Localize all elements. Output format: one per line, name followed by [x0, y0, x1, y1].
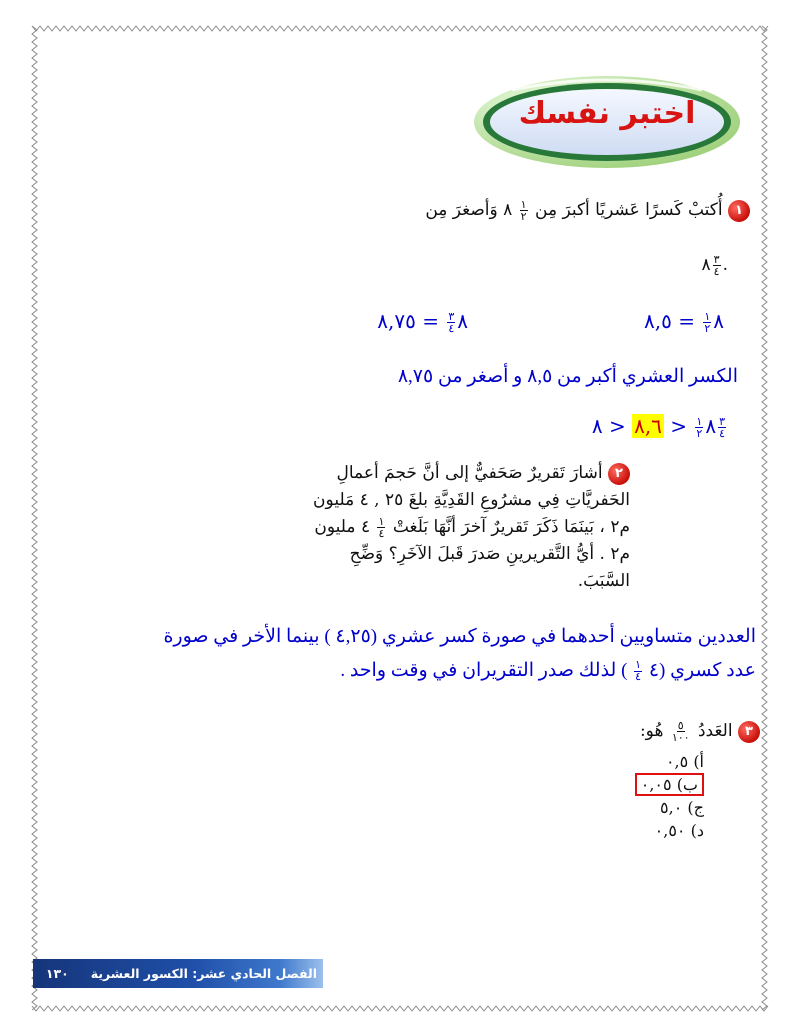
q1-line2-fraction — [713, 254, 721, 277]
footer-chapter: الفصل الحادي عشر: الكسور العشرية — [90, 966, 317, 981]
q2-answer-line2 — [76, 654, 756, 688]
q2-answer-line1: العددين متساويين أحدهما في صورة كسر عشري (٤,٢٥ ) بينما الأخر في صورة — [163, 626, 756, 647]
q1-line2 — [528, 252, 728, 279]
option-value: ٥,٠ — [660, 798, 683, 817]
q2-text: م٢ ، بَينَمَا ذَكَرَ تَقريرٌ آخرَ أنَّهَا بَلَغتْ — [392, 517, 630, 537]
q2-answer-text: عدد كسري ( — [659, 660, 756, 681]
equation-right — [564, 309, 724, 334]
q3-options — [594, 750, 704, 842]
q2-line5: السَّبَبَ. — [577, 571, 630, 591]
fraction-denominator: ٢ — [704, 322, 711, 335]
footer-page-number: ١٣٠ — [45, 966, 69, 981]
ineq-whole: ٨ — [591, 414, 603, 438]
q2-answer — [76, 620, 756, 688]
zigzag-edge — [762, 26, 767, 1010]
eq-value: ٨,٥ — [644, 309, 672, 333]
q3-prompt — [520, 718, 760, 745]
zigzag-edge — [32, 26, 768, 31]
q1-text-a: أُكتبْ كَسرًا عَشريًا أكبرَ مِن — [535, 200, 723, 220]
eq-fraction — [447, 311, 455, 334]
option-a[interactable] — [594, 750, 704, 773]
q1-text-b: وَأصغرَ مِن — [425, 200, 498, 220]
option-value: ٠,٥٠ — [654, 821, 686, 840]
q2-answer-fraction — [634, 660, 642, 683]
option-c[interactable] — [594, 796, 704, 819]
ineq-fraction-a — [695, 416, 703, 439]
ineq-whole: ٨ — [705, 414, 717, 438]
q1-fraction — [520, 199, 528, 222]
q2-text: أشارَ تَقريرٌ صَحَفيٌّ إلى أنَّ حَجمَ أعمالِ — [336, 463, 603, 483]
fraction-numerator: ٣ — [448, 310, 455, 323]
q1-number-bubble: ١ — [728, 200, 750, 222]
highlighted-answer: ٨,٦ — [634, 414, 662, 438]
fraction-numerator: ١ — [520, 198, 527, 211]
q2-answer-text: ) لذلك صدر التقريران في وقت واحد . — [340, 660, 628, 681]
q2-text: ٤ مليون — [314, 517, 371, 537]
q1-whole: ٨ — [503, 200, 513, 220]
header-title: اختبر نفسك — [518, 96, 696, 131]
fraction-numerator: ١ — [704, 310, 711, 323]
selected-answer-box — [635, 773, 704, 796]
page-footer — [33, 959, 323, 988]
q1-line1 — [150, 197, 750, 224]
option-label: د) — [690, 821, 704, 840]
ineq-fraction-b — [718, 416, 726, 439]
q1-line2-period: . — [722, 255, 728, 275]
fraction-denominator: ٢ — [696, 427, 703, 440]
equals-sign: = — [678, 309, 695, 333]
q2-fraction — [377, 516, 385, 539]
fraction-denominator: ٤ — [713, 265, 720, 278]
q2-line4: م٢ . أيُّ التَّقريرينِ صَدرَ قَبلَ الآخَرِ؟ وَضِّحِ — [349, 544, 630, 564]
fraction-numerator: ١ — [378, 515, 385, 528]
fraction-numerator: ٣ — [719, 415, 725, 428]
q3-text: هُو: — [639, 721, 664, 741]
less-than-sign: < — [608, 414, 626, 438]
q2-answer-whole: ٤ — [648, 660, 660, 681]
q3-fraction — [671, 720, 691, 743]
q1-line2-whole: ٨ — [701, 255, 711, 275]
fraction-numerator: ٣ — [713, 253, 720, 266]
q2-block — [300, 460, 630, 595]
option-value: ٠,٥ — [665, 752, 689, 771]
equation-left — [308, 309, 468, 334]
option-label: ج) — [687, 798, 704, 817]
fraction-denominator: ٤ — [378, 527, 385, 540]
option-label: ب) — [676, 775, 698, 794]
less-than-sign: < — [670, 414, 688, 438]
eq-whole: ٨ — [457, 309, 468, 333]
option-value: ٠,٠٥ — [640, 775, 672, 794]
fraction-denominator: ٢ — [520, 210, 527, 223]
q3-number-bubble: ٣ — [738, 721, 760, 743]
q1-answer: الكسر العشري أكبر من ٨,٥ و أصغر من ٨,٧٥ — [397, 366, 738, 387]
header-banner — [472, 70, 742, 170]
option-d[interactable] — [594, 819, 704, 842]
fraction-numerator: ١ — [635, 659, 642, 672]
fraction-denominator: ١٠٠ — [671, 731, 690, 744]
eq-fraction — [703, 311, 711, 334]
fraction-numerator: ٥ — [677, 719, 684, 732]
zigzag-edge — [32, 1006, 768, 1011]
option-b-selected[interactable] — [594, 773, 704, 796]
fraction-denominator: ٤ — [635, 671, 642, 684]
fraction-numerator: ١ — [696, 415, 703, 428]
q2-number-bubble: ٢ — [608, 463, 630, 485]
eq-value: ٨,٧٥ — [377, 309, 416, 333]
fraction-denominator: ٤ — [448, 322, 455, 335]
q1-inequality — [428, 414, 728, 439]
q2-line1 — [300, 460, 630, 487]
q2-line3 — [300, 514, 630, 541]
equals-sign: = — [422, 309, 439, 333]
zigzag-edge — [32, 26, 37, 1010]
option-label: أ) — [693, 752, 704, 771]
q2-line2: الحَفريَّاتِ فِي مشرُوعِ القَدِيَّةِ بلغَ ٢٥ , ٤ مَليون — [313, 490, 630, 510]
eq-whole: ٨ — [713, 309, 724, 333]
q3-text: العَددُ — [697, 721, 733, 741]
fraction-denominator: ٤ — [719, 427, 725, 440]
